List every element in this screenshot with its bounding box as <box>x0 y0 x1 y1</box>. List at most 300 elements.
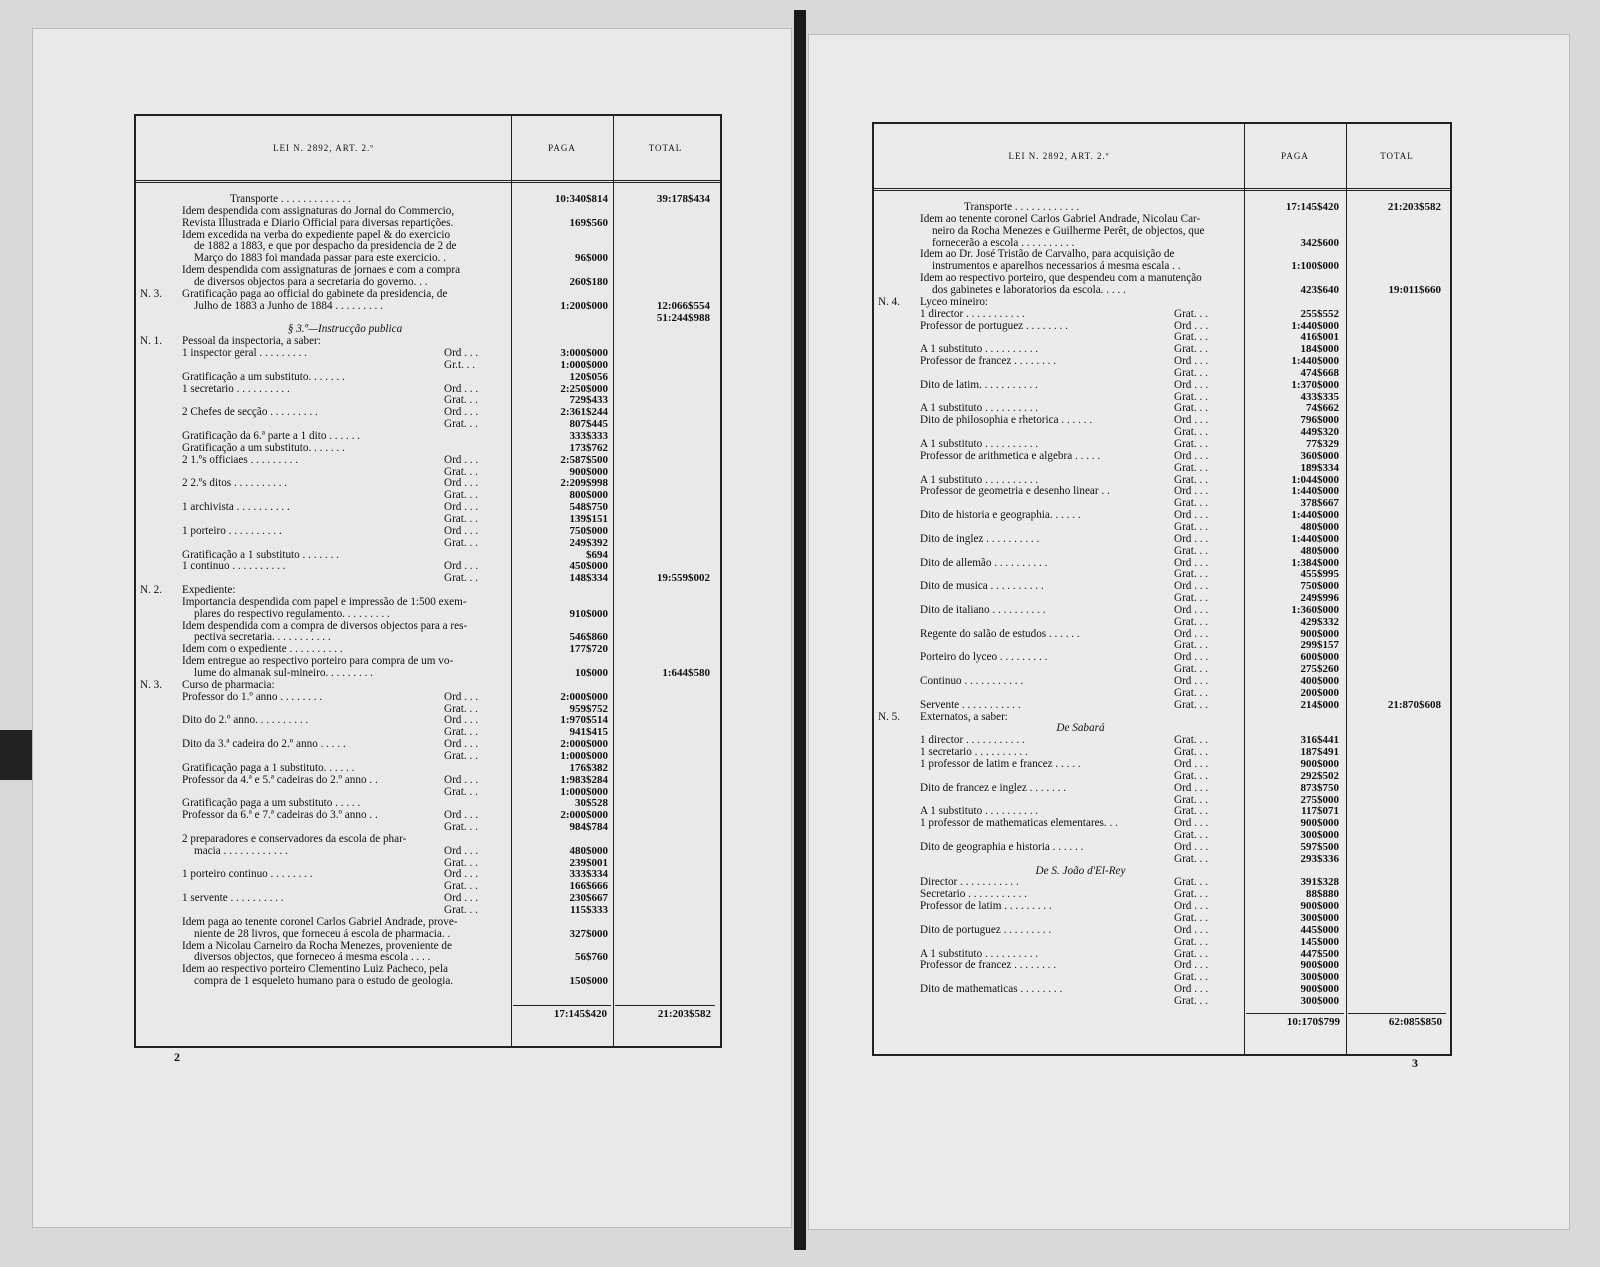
row-description: Professor do 1.º anno . . . . . . . . <box>182 690 323 703</box>
row-paga-value: 96$000 <box>575 252 608 265</box>
row-description: Idem com o expediente . . . . . . . . . . <box>182 643 343 656</box>
row-paga-value: 173$762 <box>569 441 608 454</box>
row-paga-value: 1:000$000 <box>560 749 608 762</box>
left-col-divider-1 <box>511 116 512 1046</box>
row-paga-value: 10$000 <box>575 667 608 679</box>
row-paga-value: 423$640 <box>1300 283 1339 296</box>
row-description: 2 1.ºs officiaes . . . . . . . . . <box>182 453 299 466</box>
right-footer-paga: 10:170$799 <box>1286 1016 1340 1028</box>
row-kind: Grat. . . <box>1174 497 1208 510</box>
row-description: Professor de portuguez . . . . . . . . <box>920 319 1068 332</box>
row-description: Expediente: <box>182 584 236 597</box>
left-header-title: LEI N. 2892, ART. 2.º <box>272 143 375 153</box>
left-footer-paga: 17:145$420 <box>553 1008 607 1020</box>
row-description: 2 preparadores e conservadores da escola de phar- <box>182 832 407 845</box>
row-total-value: 19:011$660 <box>1388 283 1441 296</box>
row-description: Dito do 2.º anno. . . . . . . . . . <box>182 714 309 727</box>
row-kind: Grat. . . <box>1174 615 1208 628</box>
row-paga-value: 77$329 <box>1306 438 1339 450</box>
row-paga-value: 166$666 <box>569 880 608 893</box>
row-kind: Grat. . . <box>444 465 478 478</box>
row-description: 1 professor de latim e francez . . . . . <box>920 757 1081 770</box>
row-paga-value: 750$000 <box>1300 580 1339 593</box>
row-kind: Ord . . . <box>1174 414 1209 427</box>
row-kind: Grat. . . <box>1174 698 1208 711</box>
section-number: N. 3. <box>140 678 163 691</box>
row-total-value: 12:066$554 <box>656 299 710 312</box>
row-paga-value: 1:200$000 <box>560 299 608 312</box>
row-kind: Ord . . . <box>1174 675 1209 687</box>
row-kind: Grat. . . <box>1174 568 1208 581</box>
row-paga-value: 941$415 <box>569 726 608 739</box>
row-kind: Grat. . . <box>1174 971 1208 984</box>
row-kind: Ord . . . <box>1174 900 1209 913</box>
row-paga-value: 450$000 <box>569 560 608 573</box>
row-description: Regente do salão de estudos . . . . . . <box>920 627 1080 640</box>
row-kind: Ord . . . <box>444 453 479 466</box>
row-description: Gratificação paga a um substituto . . . . . <box>182 797 361 810</box>
row-description: 1 porteiro continuo . . . . . . . . <box>182 868 313 881</box>
row-description: Idem despendida com a compra de diversos objectos para a res- <box>182 619 468 632</box>
row-description: 1 secretario . . . . . . . . . . <box>920 746 1028 759</box>
row-description: Dito de italiano . . . . . . . . . . <box>920 603 1046 616</box>
row-paga-value: 117$071 <box>1301 805 1339 818</box>
row-description: Dito de inglez . . . . . . . . . . <box>920 532 1040 545</box>
row-paga-value: 230$667 <box>569 892 608 905</box>
row-kind: Ord . . . <box>444 773 479 786</box>
row-paga-value: 910$000 <box>569 607 608 620</box>
row-paga-value: 474$668 <box>1300 366 1339 379</box>
row-paga-value: 391$328 <box>1300 876 1339 889</box>
row-kind: Grat. . . <box>444 572 478 585</box>
row-kind: Ord . . . <box>1174 485 1209 498</box>
row-kind: Grat. . . <box>1174 592 1208 605</box>
row-kind: Ord . . . <box>1174 840 1209 853</box>
row-description: Idem despendida com assignaturas de jornaes e com a compra <box>182 264 461 277</box>
row-description: Gratificação paga ao official do gabinete da presidencia, de <box>182 287 448 300</box>
row-paga-value: 2:000$000 <box>560 738 608 751</box>
row-paga-value: 169$560 <box>569 216 608 229</box>
row-kind: Gr.t. . . <box>444 358 476 371</box>
left-page-number: 2 <box>174 1050 180 1064</box>
row-description: Gratificação a um substituto. . . . . . . <box>182 370 345 383</box>
row-paga-value: 299$157 <box>1300 639 1339 652</box>
row-paga-value: 145$000 <box>1300 935 1339 948</box>
row-kind: Grat. . . <box>1174 994 1208 1007</box>
row-paga-value: 1:360$000 <box>1291 603 1339 616</box>
row-kind: Grat. . . <box>1174 734 1208 747</box>
row-kind: Grat. . . <box>1174 888 1208 901</box>
row-kind: Grat. . . <box>1174 461 1208 474</box>
left-col-divider-2 <box>613 116 614 1046</box>
row-description: Importancia despendida com papel e impressão de 1:500 exem- <box>182 595 467 608</box>
row-description: Gratificação a um substituto. . . . . . . <box>182 441 345 454</box>
row-paga-value: 342$600 <box>1300 236 1339 249</box>
row-paga-value: 249$996 <box>1300 592 1339 605</box>
row-description: A 1 substituto . . . . . . . . . . <box>920 805 1039 818</box>
right-footer-total: 62:085$850 <box>1388 1016 1442 1028</box>
row-kind: Ord . . . <box>1174 959 1209 972</box>
row-paga-value: 148$334 <box>569 572 608 585</box>
row-description: Dito de historia e geographia. . . . . . <box>920 509 1081 522</box>
row-paga-value: 316$441 <box>1300 734 1339 747</box>
row-kind: Grat. . . <box>444 785 478 798</box>
row-paga-value: 10:340$814 <box>554 193 608 205</box>
row-paga-value: 293$336 <box>1300 852 1339 865</box>
row-kind: Ord . . . <box>1174 378 1209 391</box>
row-paga-value: 600$000 <box>1300 651 1339 664</box>
row-kind: Grat. . . <box>444 512 478 525</box>
section-heading: De Sabará <box>1056 722 1105 735</box>
row-description: 1 porteiro . . . . . . . . . . <box>182 524 282 537</box>
row-paga-value: 807$445 <box>569 418 608 431</box>
row-description: A 1 substituto . . . . . . . . . . <box>920 438 1039 450</box>
row-kind: Ord . . . <box>1174 817 1209 830</box>
row-kind: Grat. . . <box>1174 639 1208 652</box>
row-paga-value: 984$784 <box>569 821 608 834</box>
row-kind: Grat. . . <box>444 394 478 407</box>
row-paga-value: 900$000 <box>1300 817 1339 830</box>
row-kind: Grat. . . <box>444 418 478 431</box>
row-kind: Grat. . . <box>1174 520 1208 533</box>
row-description: Julho de 1883 a Junho de 1884 . . . . . . . . . <box>194 299 383 312</box>
row-description: A 1 substituto . . . . . . . . . . <box>920 402 1039 415</box>
row-description: Idem ao tenente coronel Carlos Gabriel Andrade, Nicolau Car- <box>920 212 1201 225</box>
row-description: Director . . . . . . . . . . . <box>920 876 1019 889</box>
row-paga-value: 300$000 <box>1300 912 1339 924</box>
row-paga-value: 177$720 <box>569 643 608 656</box>
row-kind: Grat. . . <box>1174 438 1208 450</box>
row-description: compra de 1 esqueleto humano para o estudo de geologia. <box>194 975 454 988</box>
row-paga-value: 1:440$000 <box>1291 319 1339 332</box>
right-col-divider-2 <box>1346 124 1347 1054</box>
row-description: Dito de geographia e historia . . . . . . <box>920 840 1084 853</box>
row-paga-value: 139$151 <box>569 512 608 525</box>
row-kind: Ord . . . <box>444 738 479 751</box>
row-total-value: 21:203$582 <box>1387 201 1441 213</box>
row-description: Gratificação a 1 substituto . . . . . . . <box>182 548 339 561</box>
row-description: 1 professor de mathematicas elementares. . . <box>920 817 1118 830</box>
row-paga-value: 17:145$420 <box>1285 201 1339 213</box>
row-description: Dito de mathematicas . . . . . . . . <box>920 983 1063 996</box>
right-page-number: 3 <box>1412 1056 1418 1070</box>
row-kind: Grat. . . <box>1174 343 1208 356</box>
row-paga-value: 255$552 <box>1300 307 1339 320</box>
row-paga-value: 333$333 <box>569 430 608 442</box>
right-header-paga: PAGA <box>1281 151 1309 161</box>
row-description: 1 continuo . . . . . . . . . . <box>182 560 286 573</box>
row-paga-value: 2:250$000 <box>560 382 608 395</box>
row-paga-value: 378$667 <box>1300 497 1339 510</box>
row-paga-value: 1:000$000 <box>560 785 608 798</box>
row-kind: Ord . . . <box>444 868 479 881</box>
row-paga-value: 115$333 <box>570 904 608 916</box>
row-description: Dito de latim. . . . . . . . . . . <box>920 378 1038 391</box>
row-kind: Ord . . . <box>1174 983 1209 996</box>
row-paga-value: 88$880 <box>1306 888 1339 901</box>
row-paga-value: 2:361$244 <box>560 406 608 419</box>
row-kind: Ord . . . <box>444 382 479 395</box>
row-description: niente de 28 livros, que forneceu á escola de pharmacia. . <box>194 927 451 940</box>
row-paga-value: 1:044$000 <box>1291 473 1339 486</box>
row-total-value: 39:178$434 <box>656 193 710 205</box>
right-header-title: LEI N. 2892, ART. 2.º <box>1008 151 1110 161</box>
row-kind: Grat. . . <box>1174 663 1208 676</box>
row-paga-value: 327$000 <box>569 927 608 940</box>
row-paga-value: 300$000 <box>1300 994 1339 1007</box>
row-description: Idem entregue ao respectivo porteiro para compra de um vo- <box>182 655 454 668</box>
row-description: macia . . . . . . . . . . . . <box>194 844 288 857</box>
row-paga-value: 300$000 <box>1300 971 1339 984</box>
row-description: fornecerão a escola . . . . . . . . . . <box>932 236 1075 249</box>
row-kind: Ord . . . <box>1174 449 1209 462</box>
row-description: Externatos, a saber: <box>920 710 1008 723</box>
row-description: de 1882 a 1883, e que por despacho da presidencia de 2 de <box>194 240 457 253</box>
row-kind: Ord . . . <box>1174 532 1209 545</box>
row-paga-value: 260$180 <box>569 275 608 288</box>
row-description: dos gabinetes e laboratorios da escola. . . . . <box>932 283 1126 296</box>
row-paga-value: 750$000 <box>569 524 608 537</box>
row-description: Lyceo mineiro: <box>920 295 989 308</box>
row-kind: Ord . . . <box>444 892 479 905</box>
row-description: Professor de francez . . . . . . . . <box>920 355 1057 368</box>
row-paga-value: 189$334 <box>1300 461 1339 474</box>
row-kind: Grat. . . <box>1174 876 1208 889</box>
row-description: Dito de allemão . . . . . . . . . . <box>920 556 1048 569</box>
section-number: N. 5. <box>878 710 901 723</box>
row-paga-value: 333$334 <box>569 868 608 881</box>
row-paga-value: 546$860 <box>569 631 608 644</box>
row-paga-value: 74$662 <box>1306 402 1339 415</box>
row-kind: Ord . . . <box>444 406 479 419</box>
row-paga-value: 900$000 <box>569 465 608 478</box>
left-header-total: TOTAL <box>648 143 683 153</box>
left-footer-total: 21:203$582 <box>657 1008 711 1020</box>
right-paga-sum-rule <box>1246 1013 1344 1014</box>
row-kind: Grat. . . <box>1174 686 1208 699</box>
row-paga-value: 3:000$000 <box>560 347 608 360</box>
left-ledger-table <box>134 114 722 1048</box>
row-description: Dito de musica . . . . . . . . . . <box>920 580 1044 593</box>
row-kind: Grat. . . <box>1174 331 1208 344</box>
row-paga-value: 2:000$000 <box>560 809 608 822</box>
row-paga-value: 900$000 <box>1300 757 1339 770</box>
left-page <box>32 28 792 1228</box>
row-description: Idem despendida com assignaturas do Jornal do Commercio, <box>182 204 455 217</box>
row-description: Revista Illustrada e Diario Official para diversas repartições. <box>182 216 454 229</box>
row-paga-value: 1:370$000 <box>1291 378 1339 391</box>
row-paga-value: 300$000 <box>1300 829 1339 842</box>
row-paga-value: 597$500 <box>1300 840 1339 853</box>
row-paga-value: 360$000 <box>1300 449 1339 462</box>
row-description: Idem excedida na verba do expediente papel & do exercicio <box>182 228 451 241</box>
row-paga-value: 150$000 <box>569 975 608 988</box>
row-paga-value: 416$001 <box>1300 331 1339 344</box>
row-paga-value: 400$000 <box>1300 675 1339 687</box>
left-table-header <box>136 116 720 183</box>
row-kind: Grat. . . <box>1174 935 1208 948</box>
row-kind: Ord . . . <box>444 347 479 360</box>
row-kind: Ord . . . <box>444 690 479 703</box>
row-kind: Ord . . . <box>1174 781 1209 794</box>
row-description: Curso de pharmacia: <box>182 678 275 691</box>
row-description: Professor de geometria e desenho linear . . <box>920 485 1110 498</box>
right-total-sum-rule <box>1348 1013 1446 1014</box>
right-col-divider-1 <box>1244 124 1245 1054</box>
row-kind: Grat. . . <box>1174 852 1208 865</box>
row-description: Continuo . . . . . . . . . . . <box>920 675 1024 687</box>
row-total-value: 19:559$002 <box>656 572 710 585</box>
row-paga-value: 873$750 <box>1300 781 1339 794</box>
row-description: Dito de portuguez . . . . . . . . . <box>920 923 1052 936</box>
row-description: A 1 substituto . . . . . . . . . . <box>920 343 1039 356</box>
row-description: 1 director . . . . . . . . . . . <box>920 307 1025 320</box>
row-paga-value: 1:100$000 <box>1291 260 1339 273</box>
row-paga-value: 548$750 <box>569 501 608 514</box>
row-description: Professor de latim . . . . . . . . . <box>920 900 1052 913</box>
row-kind: Grat. . . <box>1174 544 1208 557</box>
row-kind: Grat. . . <box>444 489 478 502</box>
book-gutter <box>794 10 806 1250</box>
row-paga-value: 900$000 <box>1300 900 1339 913</box>
row-paga-value: 187$491 <box>1300 746 1339 759</box>
row-kind: Grat. . . <box>444 904 478 916</box>
row-description: Professor de francez . . . . . . . . <box>920 959 1057 972</box>
row-paga-value: 1:440$000 <box>1291 532 1339 545</box>
row-description: Idem ao respectivo porteiro, que despendeu com a manutenção <box>920 272 1202 285</box>
row-kind: Ord . . . <box>1174 580 1209 593</box>
row-kind: Ord . . . <box>1174 651 1209 664</box>
row-description: 1 inspector geral . . . . . . . . . <box>182 347 307 360</box>
row-kind: Grat. . . <box>1174 746 1208 759</box>
row-description: 2 2.ºs ditos . . . . . . . . . . <box>182 477 288 490</box>
row-description: Dito de philosophia e rhetorica . . . . . . <box>920 414 1093 427</box>
row-paga-value: 900$000 <box>1300 627 1339 640</box>
row-description: 1 servente . . . . . . . . . . <box>182 892 284 905</box>
row-kind: Ord . . . <box>444 714 479 727</box>
row-description: pectiva secretaria. . . . . . . . . . . <box>194 631 331 644</box>
row-paga-value: 2:587$500 <box>560 453 608 466</box>
row-paga-value: 200$000 <box>1300 686 1339 699</box>
row-paga-value: 800$000 <box>569 489 608 502</box>
row-kind: Ord . . . <box>1174 319 1209 332</box>
row-paga-value: 2:209$998 <box>560 477 608 490</box>
row-description: A 1 substituto . . . . . . . . . . <box>920 473 1039 486</box>
row-paga-value: 480$000 <box>1300 544 1339 557</box>
row-description: Dito da 3.ª cadeira do 2.º anno . . . . . <box>182 738 346 751</box>
row-kind: Grat. . . <box>1174 769 1208 782</box>
row-description: 1 archivista . . . . . . . . . . <box>182 501 290 514</box>
row-total-value: 51:244$988 <box>656 311 710 324</box>
row-description: instrumentos e aparelhos necessarios á mesma escala . . <box>932 260 1181 273</box>
row-description: Idem ao respectivo porteiro Clementino Luiz Pacheco, pela <box>182 963 448 976</box>
row-kind: Grat. . . <box>444 749 478 762</box>
row-paga-value: 214$000 <box>1300 698 1339 711</box>
row-kind: Ord . . . <box>1174 757 1209 770</box>
row-paga-value: 249$392 <box>569 536 608 549</box>
row-paga-value: 2:000$000 <box>560 690 608 703</box>
row-kind: Grat. . . <box>444 702 478 715</box>
section-number: N. 1. <box>140 335 163 348</box>
row-kind: Grat. . . <box>1174 402 1208 415</box>
row-description: Transporte . . . . . . . . . . . . <box>964 201 1080 213</box>
left-header-paga: PAGA <box>548 143 576 153</box>
row-paga-value: 447$500 <box>1300 947 1339 960</box>
row-kind: Ord . . . <box>1174 509 1209 522</box>
row-paga-value: 429$332 <box>1300 615 1339 628</box>
row-description: Professor de arithmetica e algebra . . . . . <box>920 449 1101 462</box>
row-kind: Ord . . . <box>1174 923 1209 936</box>
row-kind: Grat. . . <box>444 821 478 834</box>
row-kind: Ord . . . <box>1174 603 1209 616</box>
row-kind: Ord . . . <box>1174 355 1209 368</box>
row-paga-value: 480$000 <box>569 844 608 857</box>
row-kind: Grat. . . <box>1174 426 1208 439</box>
row-description: Secretario . . . . . . . . . . . <box>920 888 1027 901</box>
row-paga-value: 275$000 <box>1300 793 1339 806</box>
row-kind: Ord . . . <box>444 477 479 490</box>
row-paga-value: 120$056 <box>569 370 608 383</box>
row-paga-value: 900$000 <box>1300 983 1339 996</box>
row-paga-value: 433$335 <box>1300 390 1339 403</box>
section-number: N. 3. <box>140 287 163 300</box>
left-total-sum-rule <box>615 1005 715 1006</box>
row-paga-value: $694 <box>586 548 608 561</box>
row-kind: Ord . . . <box>1174 556 1209 569</box>
row-kind: Grat. . . <box>1174 366 1208 379</box>
row-paga-value: 30$528 <box>575 797 608 810</box>
row-description: Professor da 4.ª e 5.ª cadeiras do 2.º anno . . <box>182 773 378 786</box>
row-kind: Grat. . . <box>1174 829 1208 842</box>
row-kind: Grat. . . <box>1174 947 1208 960</box>
row-paga-value: 1:983$284 <box>560 773 608 786</box>
row-kind: Grat. . . <box>1174 307 1208 320</box>
row-paga-value: 959$752 <box>569 702 608 715</box>
row-paga-value: 239$001 <box>569 856 608 869</box>
row-kind: Grat. . . <box>444 536 478 549</box>
row-description: Servente . . . . . . . . . . . <box>920 698 1021 711</box>
row-kind: Grat. . . <box>1174 473 1208 486</box>
section-heading: De S. João d'El-Rey <box>1035 864 1126 877</box>
row-paga-value: 445$000 <box>1300 923 1339 936</box>
row-paga-value: 1:000$000 <box>560 358 608 371</box>
row-description: de diversos objectos para a secretaria do governo. . . <box>194 275 428 288</box>
row-description: plares do respectivo regulamento. . . . . . . . . <box>194 607 390 620</box>
row-paga-value: 900$000 <box>1300 959 1339 972</box>
section-number: N. 2. <box>140 584 163 597</box>
row-paga-value: 1:440$000 <box>1291 485 1339 498</box>
row-description: Porteiro do lyceo . . . . . . . . . <box>920 651 1048 664</box>
row-paga-value: 275$260 <box>1300 663 1339 676</box>
row-description: neiro da Rocha Menezes e Guilherme Perêt, de objectos, que <box>932 224 1205 237</box>
row-kind: Grat. . . <box>1174 793 1208 806</box>
row-total-value: 21:870$608 <box>1387 698 1441 711</box>
row-paga-value: 449$320 <box>1300 426 1339 439</box>
row-kind: Ord . . . <box>444 844 479 857</box>
row-kind: Ord . . . <box>1174 627 1209 640</box>
row-paga-value: 1:384$000 <box>1291 556 1339 569</box>
row-description: lume do almanak sul-mineiro. . . . . . . . . <box>194 667 373 679</box>
row-kind: Grat. . . <box>1174 805 1208 818</box>
row-description: 1 director . . . . . . . . . . . <box>920 734 1025 747</box>
row-kind: Grat. . . <box>1174 390 1208 403</box>
row-description: Idem paga ao tenente coronel Carlos Gabriel Andrade, prove- <box>182 915 458 928</box>
row-paga-value: 796$000 <box>1300 414 1339 427</box>
right-header-total: TOTAL <box>1380 151 1414 161</box>
row-description: Transporte . . . . . . . . . . . . . <box>230 193 351 205</box>
row-description: Março do 1883 foi mandada passar para este exercicio. . <box>194 252 446 265</box>
row-paga-value: 56$760 <box>575 951 608 964</box>
